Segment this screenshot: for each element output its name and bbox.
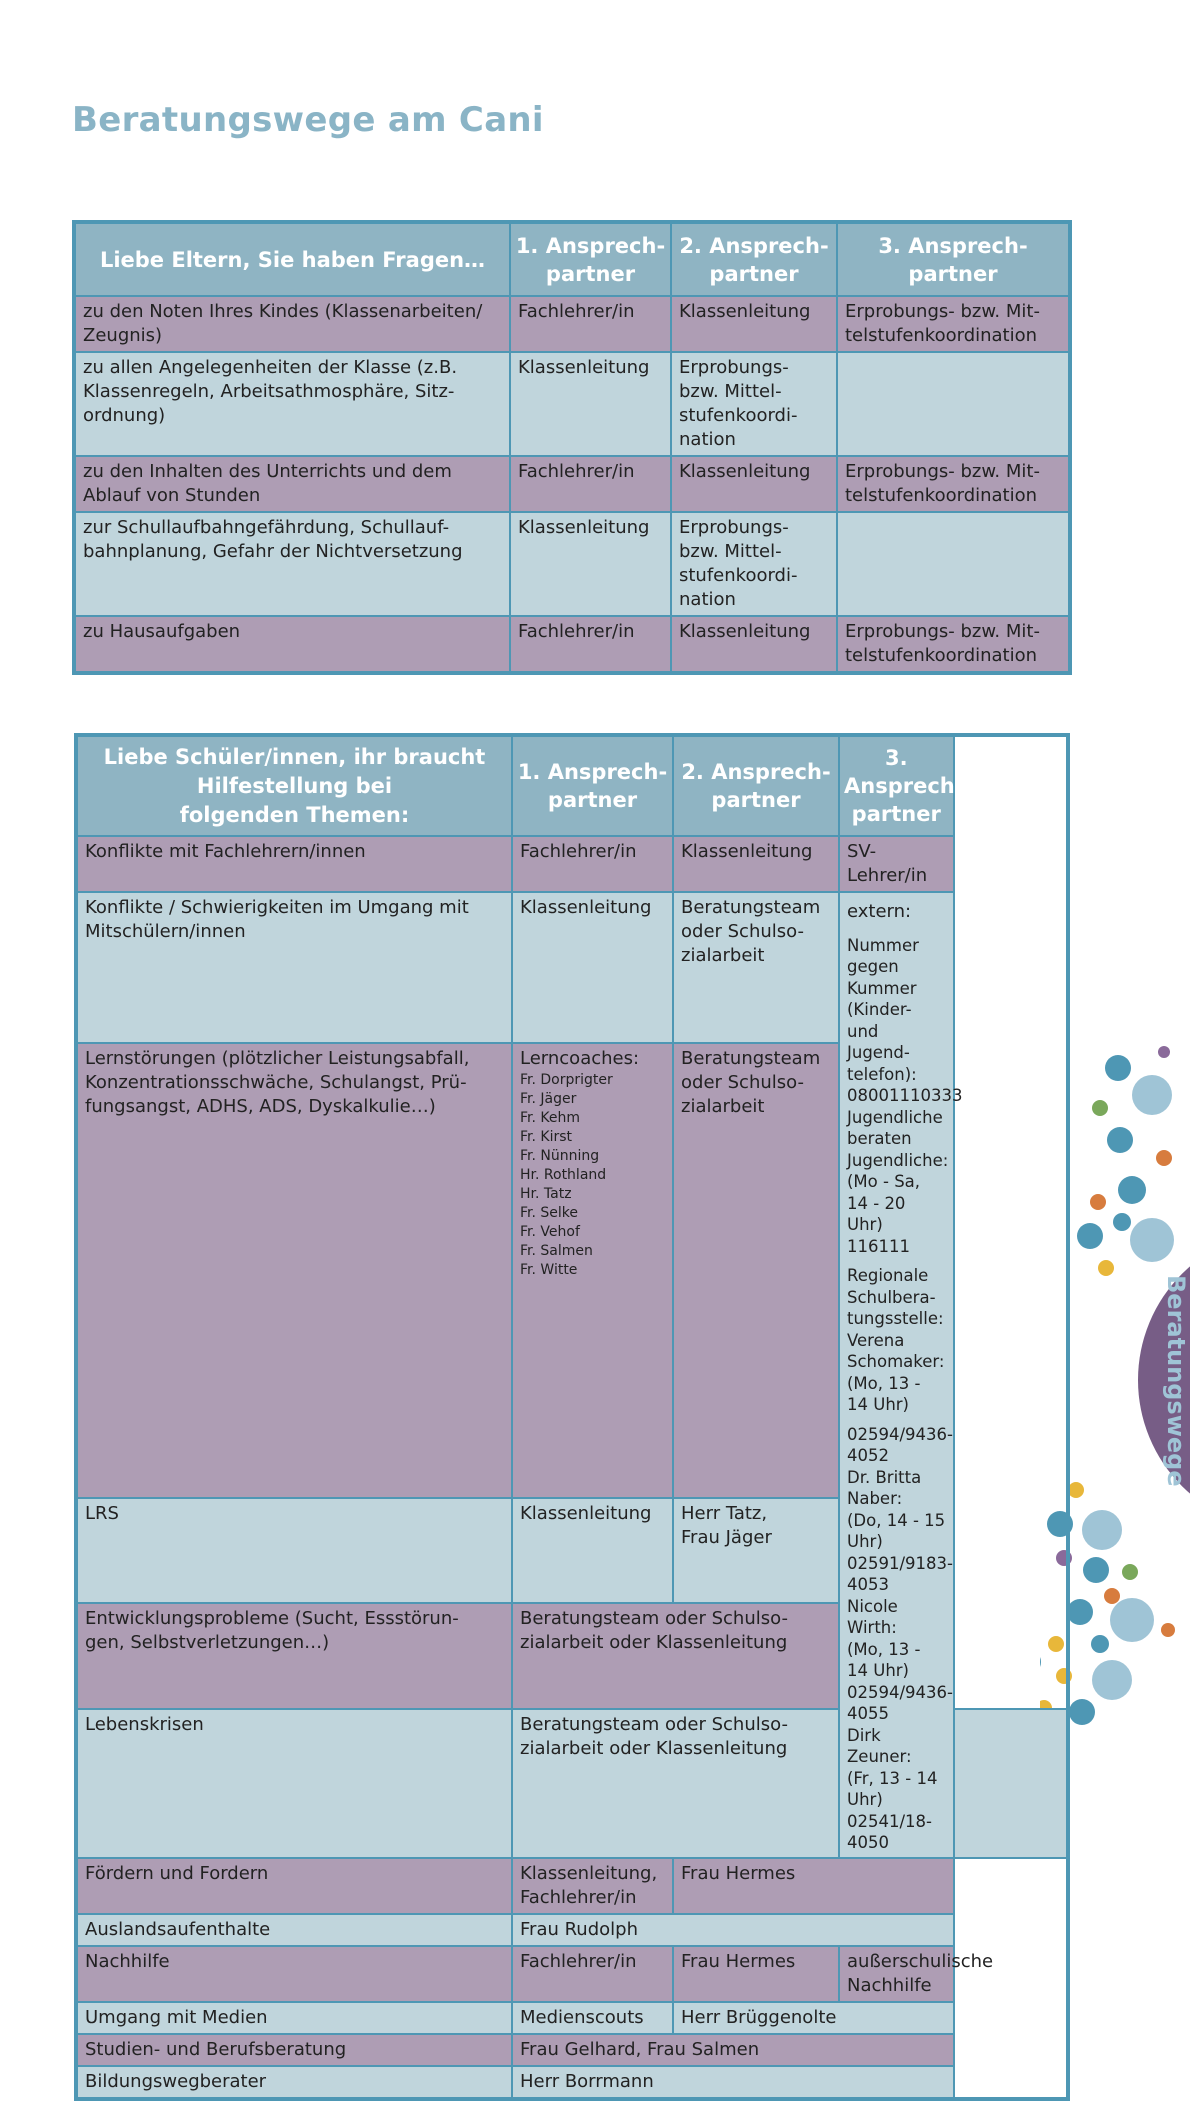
partner-2-cell: Beratungsteam oder Schulso- zialarbeit (673, 1043, 839, 1498)
partner-3-cell: außerschulische Nachhilfe (839, 1946, 954, 2002)
lerncoaches-list: Fr. Dorprigter Fr. Jäger Fr. Kehm Fr. Kirst Fr. Nünning Hr. Rothland Hr. Tatz Fr. Selke Fr. Vehof Fr. Salmen Fr. Witte (520, 1071, 613, 1278)
topic-cell: Lebenskrisen (76, 1709, 512, 1858)
partner-1-cell: Medienscouts (512, 2002, 673, 2034)
extern-contacts-cell (839, 892, 963, 1858)
partner-2-cell: Klassenleitung (671, 616, 837, 673)
students-header-partner-3: 3. Ansprech- partner (839, 735, 954, 836)
table-row (74, 616, 1070, 673)
nummer-gegen-kummer: Nummer gegen Kummer (Kinder- und Jugend- telefon): 08001110333 Jugendliche beraten Jugendliche: (Mo - Sa, 14 - 20 Uhr) 116111 (847, 935, 963, 1256)
topic-cell: Umgang mit Medien (76, 2002, 512, 2034)
partner-3-cell: SV-Lehrer/in (839, 836, 954, 892)
topic-cell: Konflikte / Schwierigkeiten im Umgang mit Mitschülern/innen (76, 892, 512, 1043)
parents-header-topic: Liebe Eltern, Sie haben Fragen… (74, 222, 510, 296)
topic-cell: zu den Inhalten des Unterrichts und dem Ablauf von Stunden (74, 456, 510, 512)
partner-1-cell: Klassenleitung, Fachlehrer/in (512, 1858, 673, 1914)
topic-cell: Bildungswegberater (76, 2066, 512, 2099)
table-row (74, 352, 1070, 456)
partner-2-cell: Beratungsteam oder Schulso- zialarbeit (673, 892, 839, 1043)
table-row (74, 296, 1070, 352)
table-row (74, 512, 1070, 616)
partner-2-cell: Frau Hermes (673, 1858, 954, 1914)
partner-1-cell: Klassenleitung (512, 1498, 673, 1603)
topic-cell: zu allen Angelegenheiten der Klasse (z.B. Klassenregeln, Arbeitsathmosphäre, Sitz- ordnung) (74, 352, 510, 456)
partner-1-cell: Klassenleitung (510, 512, 671, 616)
table-row (76, 2066, 1068, 2099)
students-header-row (76, 735, 1068, 836)
students-header-partner-1: 1. Ansprech- partner (512, 735, 673, 836)
parents-header-partner-2: 2. Ansprech- partner (671, 222, 837, 296)
partner-2-cell: Klassenleitung (673, 836, 839, 892)
topic-cell: zu Hausaufgaben (74, 616, 510, 673)
partner-2-cell: Herr Tatz, Frau Jäger (673, 1498, 839, 1603)
extern-phone-contacts: 02594/9436-4052 Dr. Britta Naber: (Do, 14 - 15 Uhr) 02591/9183-4053 Nicole Wirth: (Mo, 13 - 14 Uhr) 02594/9436-4055 Dirk Zeuner: (Fr, 13 - 14 Uhr) 02541/18-4050 (847, 1424, 953, 1852)
parents-header-partner-1: 1. Ansprech- partner (510, 222, 671, 296)
partner-1-cell: Fachlehrer/in (512, 836, 673, 892)
partner-cell: Frau Rudolph (512, 1914, 954, 1946)
partner-1-cell (512, 1043, 673, 1498)
topic-cell: LRS (76, 1498, 512, 1603)
parents-header-partner-3: 3. Ansprech- partner (837, 222, 1070, 296)
partner-2-cell: Erprobungs- bzw. Mittel- stufenkoordi- nation (671, 352, 837, 456)
students-header-partner-2: 2. Ansprech- partner (673, 735, 839, 836)
partner-cell: Herr Borrmann (512, 2066, 954, 2099)
extern-label: extern: (847, 901, 912, 922)
topic-cell: Fördern und Fordern (76, 1858, 512, 1914)
partner-2-cell: Herr Brüggenolte (673, 2002, 954, 2034)
topic-cell: Nachhilfe (76, 1946, 512, 2002)
partner-3-cell: Erprobungs- bzw. Mit- telstufenkoordination (837, 616, 1070, 673)
partner-2-cell: Klassenleitung (671, 296, 837, 352)
partner-1-cell: Klassenleitung (510, 352, 671, 456)
table-row (76, 2002, 1068, 2034)
partner-cell: Beratungsteam oder Schulso- zialarbeit oder Klassenleitung (512, 1603, 839, 1708)
partner-3-cell: Erprobungs- bzw. Mit- telstufenkoordination (837, 456, 1070, 512)
table-row (76, 1858, 1068, 1914)
partner-2-cell: Frau Hermes (673, 1946, 839, 2002)
table-row (76, 836, 1068, 892)
partner-1-cell: Fachlehrer/in (510, 616, 671, 673)
partner-3-cell: Erprobungs- bzw. Mit- telstufenkoordination (837, 296, 1070, 352)
partner-1-cell: Fachlehrer/in (510, 456, 671, 512)
partner-cell: Frau Gelhard, Frau Salmen (512, 2034, 954, 2066)
partner-1-cell: Fachlehrer/in (510, 296, 671, 352)
topic-cell: Auslandsaufenthalte (76, 1914, 512, 1946)
table-row (76, 2034, 1068, 2066)
topic-cell: Lernstörungen (plötzlicher Leistungsabfall, Konzentrationsschwäche, Schulangst, Prü- fungsangst, ADHS, ADS, Dyskalkulie…) (76, 1043, 512, 1498)
table-row (76, 1914, 1068, 1946)
lerncoaches-label: Lerncoaches: (520, 1047, 640, 1069)
side-label: Beratungswege (1162, 1275, 1190, 1487)
partner-1-cell: Klassenleitung (512, 892, 673, 1043)
partner-3-cell (837, 352, 1070, 456)
table-row (74, 456, 1070, 512)
partner-cell: Beratungsteam oder Schulso- zialarbeit oder Klassenleitung (512, 1709, 839, 1858)
partner-2-cell: Klassenleitung (671, 456, 837, 512)
table-row (76, 1946, 1068, 2002)
topic-cell: Konflikte mit Fachlehrern/innen (76, 836, 512, 892)
topic-cell: zu den Noten Ihres Kindes (Klassenarbeiten/ Zeugnis) (74, 296, 510, 352)
topic-cell: Entwicklungsprobleme (Sucht, Essstörun- gen, Selbstverletzungen…) (76, 1603, 512, 1708)
schulberatungsstelle: Regionale Schulbera- tungsstelle: Verena Schomaker: (Mo, 13 - 14 Uhr) (847, 1266, 945, 1414)
students-header-topic: Liebe Schüler/innen, ihr braucht Hilfestellung bei folgenden Themen: (76, 735, 512, 836)
parents-header-row (74, 222, 1070, 296)
parents-table (72, 220, 1072, 675)
table-row (76, 892, 1068, 1043)
page-title: Beratungswege am Cani (72, 100, 544, 140)
topic-cell: zur Schullaufbahngefährdung, Schullauf- bahnplanung, Gefahr der Nichtversetzung (74, 512, 510, 616)
partner-3-cell (837, 512, 1070, 616)
partner-2-cell: Erprobungs- bzw. Mittel- stufenkoordi- nation (671, 512, 837, 616)
topic-cell: Studien- und Berufsberatung (76, 2034, 512, 2066)
students-table (74, 733, 1070, 2101)
partner-1-cell: Fachlehrer/in (512, 1946, 673, 2002)
